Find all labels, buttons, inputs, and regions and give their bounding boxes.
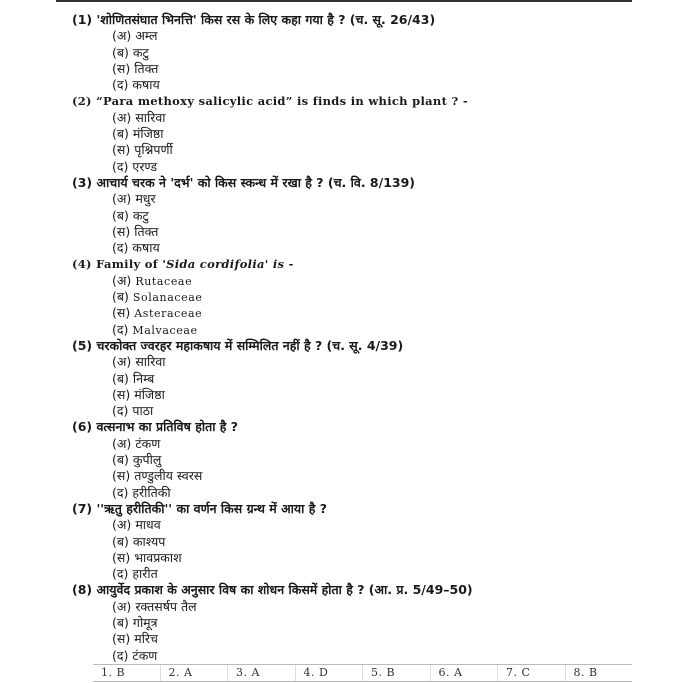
option-a[interactable]: (अ) मधुर: [112, 191, 156, 207]
option-b[interactable]: (ब) कटु: [112, 207, 149, 223]
option-a[interactable]: (अ) Rutaceae: [112, 272, 193, 288]
option-c[interactable]: (स) Asteraceae: [112, 305, 203, 321]
option-b[interactable]: (ब) गोमूत्र: [112, 614, 158, 630]
option-c[interactable]: (स) भावप्रकाश: [112, 549, 182, 565]
question-text: (6) वत्सनाभ का प्रतिविष होता है ?: [72, 419, 239, 435]
question-4: [72, 256, 632, 337]
option-a[interactable]: (अ) रक्तसर्षप तैल: [112, 598, 197, 614]
answer-cell: 8. B: [573, 666, 598, 679]
top-rule: [56, 0, 632, 2]
option-b[interactable]: (ब) काश्यप: [112, 533, 166, 549]
option-b[interactable]: (ब) कुपीलु: [112, 452, 162, 468]
answer-cell: 6. A: [431, 665, 499, 681]
option-d[interactable]: (द) हारीत: [112, 566, 158, 582]
answer-key-table: [93, 664, 632, 682]
question-text: (4) Family of 'Sida cordifolia' is -: [72, 257, 294, 272]
option-c[interactable]: (स) तिक्त: [112, 60, 159, 76]
option-d[interactable]: (द) एरण्ड: [112, 158, 158, 174]
question-8: [72, 582, 632, 663]
option-c[interactable]: (स) तिक्त: [112, 223, 159, 239]
question-text: (7) ''ऋतु हरीतिकी'' का वर्णन किस ग्रन्थ में आया है ?: [72, 500, 327, 516]
option-d[interactable]: (द) पाठा: [112, 403, 154, 419]
question-list: [72, 12, 632, 664]
question-text: (1) 'शोणितसंघात भिनत्ति' किस रस के लिए कहा गया है ? (च. सू. 26/43): [72, 12, 436, 27]
option-d[interactable]: (द) कषाय: [112, 77, 160, 93]
question-text: (5) चरकोक्त ज्वरहर महाकषाय में सम्मिलित नहीं है ? (च. सू. 4/39): [72, 337, 404, 353]
option-d[interactable]: (द) टंकण: [112, 647, 158, 663]
option-d[interactable]: (द) Malvaceae: [112, 321, 198, 337]
question-2: [72, 93, 632, 174]
answer-cell: 5. B: [363, 665, 431, 681]
question-text: (3) आचार्य चरक ने 'दर्भ' को किस स्कन्ध में रखा है ? (च. वि. 8/139): [72, 174, 416, 190]
option-b[interactable]: (ब) मंजिष्ठा: [112, 126, 164, 142]
option-b[interactable]: (ब) Solanaceae: [112, 289, 203, 305]
option-c[interactable]: (स) पृश्निपर्णी: [112, 142, 173, 158]
question-5: [72, 338, 632, 419]
option-d[interactable]: (द) हरीतिकी: [112, 484, 171, 500]
question-7: [72, 501, 632, 582]
question-text: (8) आयुर्वेद प्रकाश के अनुसार विष का शोधन किसमें होता है ? (आ. प्र. 5/49–50): [72, 582, 473, 598]
answer-cell: 7. C: [498, 665, 566, 681]
option-a[interactable]: (अ) सारिवा: [112, 109, 166, 125]
answer-cell: 4. D: [296, 665, 364, 681]
option-d[interactable]: (द) कषाय: [112, 240, 160, 256]
option-b[interactable]: (ब) निम्ब: [112, 370, 155, 386]
option-a[interactable]: (अ) माधव: [112, 517, 161, 533]
question-6: [72, 419, 632, 500]
option-a[interactable]: (अ) टंकण: [112, 435, 161, 451]
option-b[interactable]: (ब) कटु: [112, 44, 149, 60]
option-c[interactable]: (स) तण्डुलीय स्वरस: [112, 468, 203, 484]
option-a[interactable]: (अ) अम्ल: [112, 28, 158, 44]
option-a[interactable]: (अ) सारिवा: [112, 354, 166, 370]
question-1: [72, 12, 632, 93]
option-c[interactable]: (स) मरिच: [112, 631, 158, 647]
option-c[interactable]: (स) मंजिष्ठा: [112, 386, 165, 402]
question-text: (2) “Para methoxy salicylic acid” is finds in which plant ? -: [72, 94, 468, 109]
answer-cell: 3. A: [228, 665, 296, 681]
answer-cell: 1. B: [93, 665, 161, 681]
answer-cell: 2. A: [161, 665, 229, 681]
question-3: [72, 175, 632, 256]
